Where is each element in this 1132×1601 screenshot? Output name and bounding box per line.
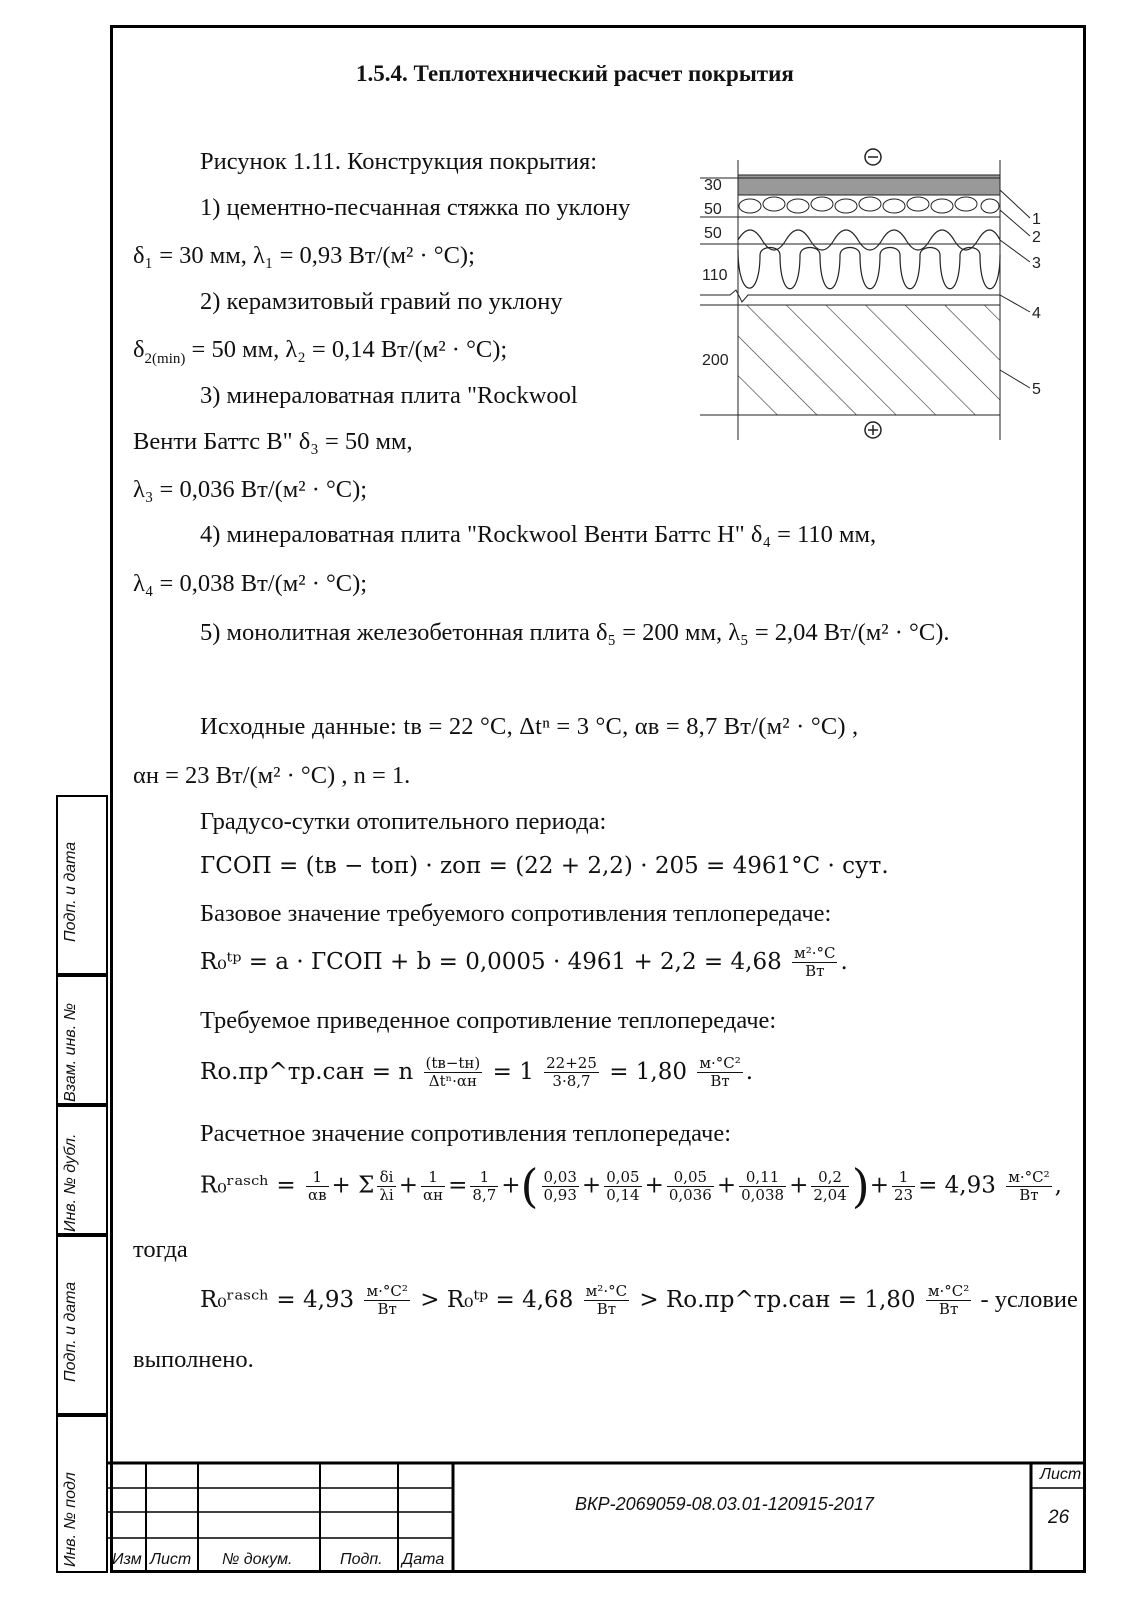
layer-2-props: $\delta_{2(min)} = 50$ мм, λ₂ = 0,14 Вт/(м² · °С); <box>133 336 508 367</box>
sum-formula: R₀ʳᵃˢᶜʰ = $\frac{1}{\alpha в}$ + Σ $\frac{\delta i}{\lambda i}$ + $\frac{1}{\alpha н}$ = $\frac{1}{8,7}$ +( $\frac{0,03}{0,93}$ + $\frac{0,05}{0,14}$ + $\frac{0,05}{0,036}$ + $\frac{0,11}{0,038}$ + $\frac{0,2}{2,04}$ )+ $\frac{1}{23}$ = 4,93 $\frac{\text{м·°С²}}{Вт}$ , <box>200 1159 1062 1213</box>
req-formula: Rо.пр^тр.сан = n $\frac{(tв-tн)}{\text{Δtⁿ·αн}}$ = 1 $\frac{22+25}{3\cdot 8,7}$ = 1,80 $\frac{\text{м·°С²}}{Вт}$ . <box>200 1054 754 1091</box>
callout-5: 5 <box>1032 381 1041 398</box>
gsop-label: Градусо-сутки отопительного периода: <box>200 808 607 835</box>
dim-200: 200 <box>702 352 729 369</box>
base-formula: R₀ᵗᵖ = a · ГСОП + b = 0,0005 · 4961 + 2,2 = 4,68 $\frac{\text{м²·°С}}{Вт}$ . <box>200 944 848 981</box>
sidebar-cell-orig-inv: Инв. № подл <box>56 1415 108 1573</box>
layer-5: 5) монолитная железобетонная плита δ₅ = 200 мм, λ₅ = 2,04 Вт/(м² · °С). <box>200 619 950 646</box>
dim-50b: 50 <box>704 225 722 242</box>
then-word: тогда <box>133 1236 188 1263</box>
layer-4-props: λ₄ = 0,038 Вт/(м² · °С); <box>133 570 368 597</box>
sidebar-cell-sign-date-2: Подп. и дата <box>56 1235 108 1415</box>
layer-3-name: 3) минераловатная плита "Rockwool <box>200 382 578 409</box>
stamp-col-list: Лист <box>150 1551 192 1568</box>
base-label: Базовое значение требуемого сопротивления теплопередаче: <box>200 900 832 927</box>
input-data-line2: αн = 23 Вт/(м² · °С) , n = 1. <box>133 762 411 789</box>
figure-caption: Рисунок 1.11. Конструкция покрытия: <box>200 148 598 175</box>
stamp-col-doc: № докум. <box>222 1551 293 1568</box>
done-word: выполнено. <box>133 1346 254 1373</box>
calc-label: Расчетное значение сопротивления теплопередаче: <box>200 1120 732 1147</box>
sidebar-cell-sign-date-1: Подп. и дата <box>56 795 108 975</box>
dim-30: 30 <box>704 177 722 194</box>
comparison: R₀ʳᵃˢᶜʰ = 4,93 $\frac{\text{м·°С²}}{Вт}$ > R₀ᵗᵖ = 4,68 $\frac{\text{м²·°С}}{Вт}$ > Rо.пр^тр.сан = 1,80 $\frac{\text{м·°С²}}{Вт}$ - условие <box>200 1282 1078 1319</box>
layer-3-props: λ₃ = 0,036 Вт/(м² · °С); <box>133 476 368 503</box>
callout-4: 4 <box>1032 305 1041 322</box>
req-label: Требуемое приведенное сопротивление теплопередаче: <box>200 1007 777 1034</box>
sidebar-cell-replace-inv: Взам. инв. № <box>56 975 108 1105</box>
document-code: ВКР-2069059-08.03.01-120915-2017 <box>575 1494 874 1514</box>
callout-2: 2 <box>1032 229 1041 246</box>
stamp-col-date: Дата <box>402 1551 445 1568</box>
sidebar-cell-dup-inv: Инв. № дубл. <box>56 1105 108 1235</box>
input-data-line1: Исходные данные: tв = 22 °С, Δtⁿ = 3 °С, αв = 8,7 Вт/(м² · °С) , <box>200 713 859 740</box>
layer-3-name-cont: Венти Баттс В" δ₃ = 50 мм, <box>133 428 413 455</box>
layer-1-name: 1) цементно-песчанная стяжка по уклону <box>200 194 631 221</box>
stamp-col-sign: Подп. <box>340 1551 383 1568</box>
section-heading: 1.5.4. Теплотехнический расчет покрытия <box>356 61 794 86</box>
callout-1: 1 <box>1032 211 1041 228</box>
dim-110: 110 <box>702 267 728 284</box>
layer-4-name: 4) минераловатная плита "Rockwool Венти Баттс Н" δ₄ = 110 мм, <box>200 521 877 548</box>
layer-1-props: δ₁ = 30 мм, λ₁ = 0,93 Вт/(м² · °С); <box>133 242 475 269</box>
roof-construction-figure <box>700 140 1060 450</box>
callout-3: 3 <box>1032 255 1041 272</box>
sheet-number: 26 <box>1048 1507 1070 1528</box>
dim-50a: 50 <box>704 201 722 218</box>
sheet-label: Лист <box>1040 1466 1082 1483</box>
gsop-formula: ГСОП = (tв − tоп) · zоп = (22 + 2,2) · 205 = 4961°С · сут. <box>200 853 889 879</box>
layer-2-name: 2) керамзитовый гравий по уклону <box>200 288 563 315</box>
stamp-col-izm: Изм <box>112 1551 142 1568</box>
